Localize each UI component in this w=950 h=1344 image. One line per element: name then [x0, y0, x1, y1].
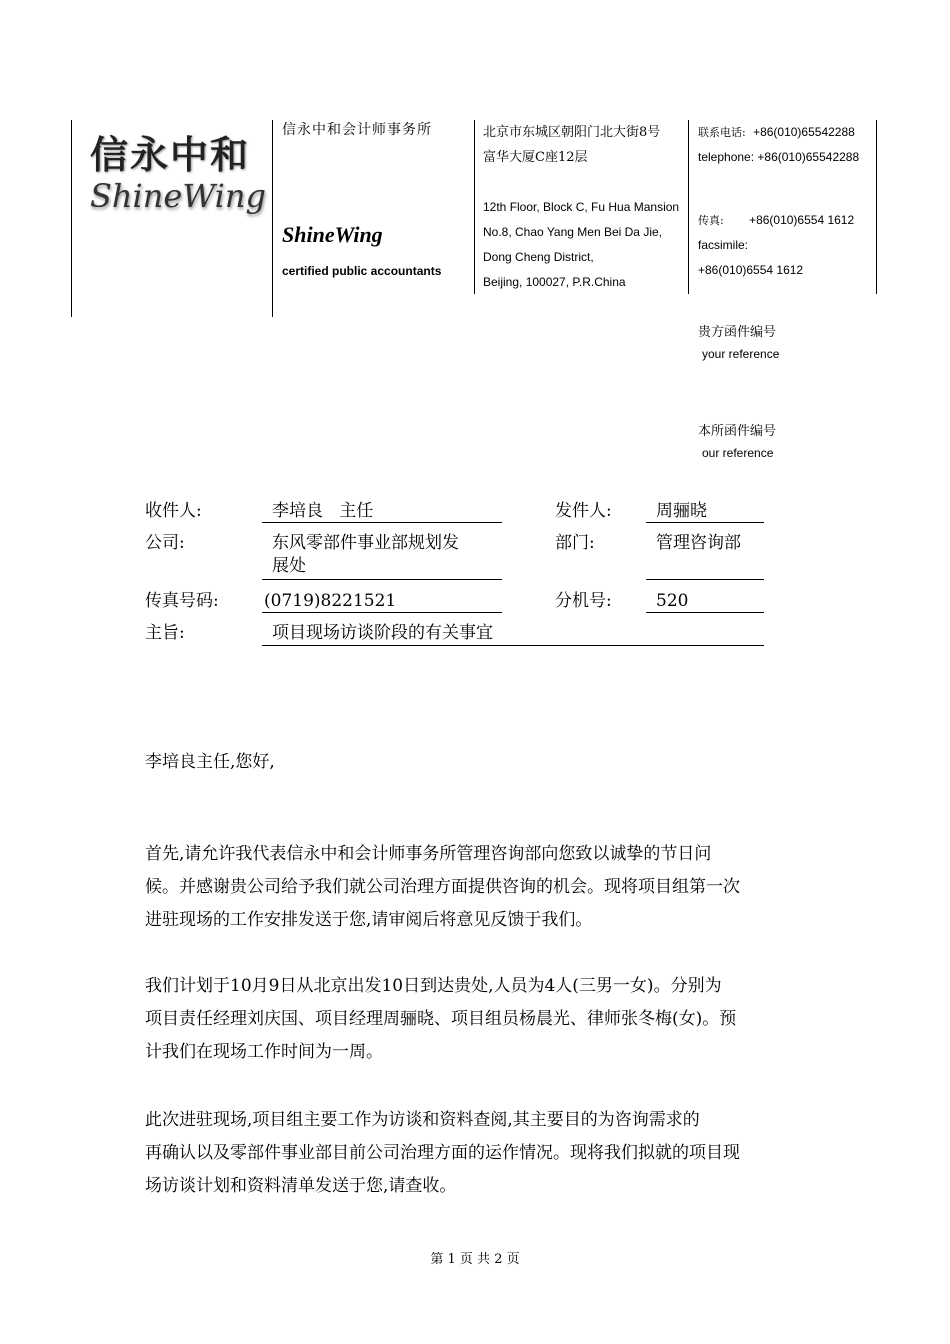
paragraph-3 [145, 1104, 815, 1203]
recipient-label: 收件人: [145, 501, 202, 521]
address-en-line: 12th Floor, Block C, Fu Hua Mansion [483, 200, 680, 214]
rule-address-right [688, 120, 689, 294]
department-underline [646, 579, 764, 580]
your-reference-cn: 贵方函件编号 [698, 325, 777, 340]
fax-number-label: 传真号码: [145, 591, 219, 611]
paragraph-line: 候。并感谢贵公司给予我们就公司治理方面提供咨询的机会。现将项目组第一次 [145, 877, 740, 897]
extension-underline [646, 612, 764, 613]
sender-value: 周骊晓 [656, 501, 707, 521]
sender-underline [646, 522, 764, 523]
company-value [272, 532, 459, 578]
logo-en: ShineWing [90, 177, 266, 215]
address-cn [483, 120, 660, 170]
telephone-line: telephone: +86(010)65542288 [698, 150, 860, 164]
company-value-line: 东风零部件事业部规划发 [272, 533, 459, 553]
fax-number-value: (0719)8221521 [264, 591, 397, 611]
paragraph-1 [145, 838, 815, 937]
recipient-value: 李培良 主任 [272, 501, 374, 521]
your-reference-en: your reference [702, 347, 780, 361]
subject-underline [262, 645, 764, 646]
logo [90, 124, 265, 215]
phone-label: 联系电话: [698, 126, 746, 139]
paragraph-line: 首先,请允许我代表信永中和会计师事务所管理咨询部向您致以诚挚的节日问 [145, 844, 712, 864]
department-label: 部门: [555, 533, 595, 553]
page-number: 第 1 页 共 2 页 [430, 1252, 520, 1267]
company-value-line: 展处 [272, 556, 306, 576]
address-cn-line: 北京市东城区朝阳门北大街8号 [483, 125, 661, 140]
address-cn-line: 富华大厦C座12层 [483, 150, 588, 165]
rule-firm-right [474, 120, 475, 294]
subject-label: 主旨: [145, 623, 185, 643]
subject-value: 项目现场访谈阶段的有关事宜 [272, 623, 493, 643]
contact-info [698, 120, 873, 283]
rule-logo-right [272, 120, 273, 317]
company-label: 公司: [145, 533, 185, 553]
rule-contact-right [876, 120, 877, 294]
sender-label: 发件人: [555, 501, 612, 521]
paragraph-line: 此次进驻现场,项目组主要工作为访谈和资料查阅,其主要目的为咨询需求的 [145, 1110, 700, 1130]
facsimile-label: facsimile: [698, 238, 749, 252]
company-underline [262, 579, 502, 580]
address-en [483, 195, 679, 295]
our-reference-en: our reference [702, 446, 774, 460]
fax-number-underline [262, 612, 502, 613]
extension-label: 分机号: [555, 591, 612, 611]
paragraph-line: 我们计划于10月9日从北京出发10日到达贵处,人员为4人(三男一女)。分别为 [145, 976, 722, 996]
paragraph-line: 进驻现场的工作安排发送于您,请审阅后将意见反馈于我们。 [145, 910, 593, 930]
firm-name-en: ShineWing [282, 222, 383, 247]
rule-left [71, 120, 72, 317]
greeting: 李培良主任,您好, [145, 752, 275, 772]
fax-line [698, 208, 873, 233]
address-en-line: No.8, Chao Yang Men Bei Da Jie, [483, 225, 662, 239]
paragraph-line: 项目责任经理刘庆国、项目经理周骊晓、项目组员杨晨光、律师张冬梅(女)。预 [145, 1009, 737, 1029]
logo-cn: 信永中和 [90, 132, 251, 177]
firm-subtitle: certified public accountants [282, 264, 442, 278]
address-en-line: Beijing, 100027, P.R.China [483, 275, 626, 289]
paragraph-2 [145, 970, 815, 1069]
paragraph-line: 计我们在现场工作时间为一周。 [145, 1042, 383, 1062]
our-reference-cn: 本所函件编号 [698, 424, 777, 439]
firm-name-cn: 信永中和会计师事务所 [282, 122, 432, 138]
recipient-underline [262, 522, 502, 523]
phone-line [698, 120, 873, 145]
paragraph-line: 再确认以及零部件事业部目前公司治理方面的运作情况。现将我们拟就的项目现 [145, 1143, 740, 1163]
address-en-line: Dong Cheng District, [483, 250, 594, 264]
paragraph-line: 场访谈计划和资料清单发送于您,请查收。 [145, 1176, 457, 1196]
extension-value: 520 [656, 591, 689, 611]
facsimile-value: +86(010)6554 1612 [698, 263, 804, 277]
phone-value: +86(010)65542288 [753, 125, 855, 139]
fax-label: 传真: [698, 214, 724, 227]
fax-value: +86(010)6554 1612 [749, 213, 855, 227]
department-value: 管理咨询部 [656, 533, 741, 553]
